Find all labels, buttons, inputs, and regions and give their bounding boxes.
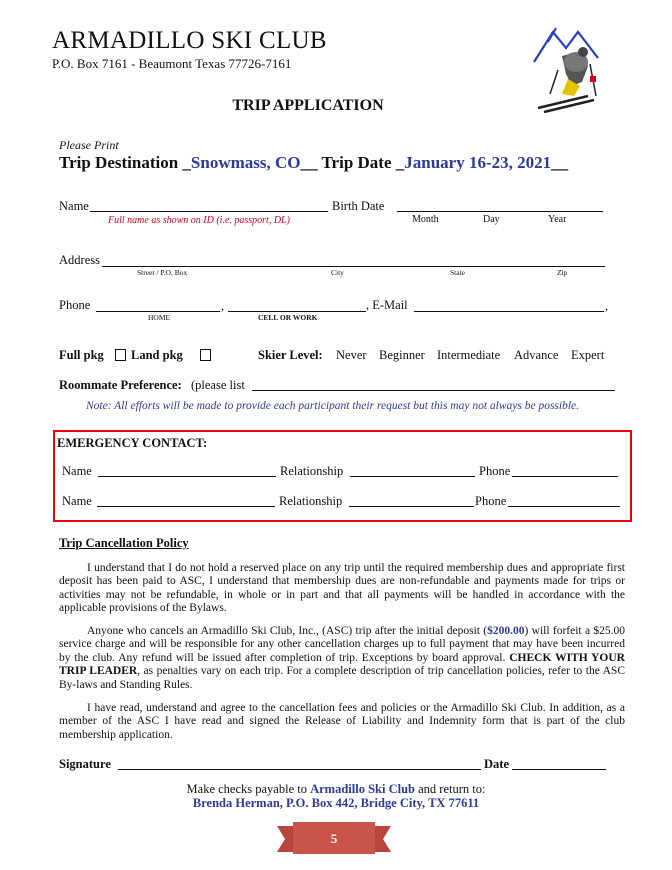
month-label: Month	[412, 214, 439, 225]
cancellation-policy-title: Trip Cancellation Policy	[59, 536, 189, 550]
emergency-name-field-2[interactable]	[97, 506, 275, 507]
birth-date-field[interactable]	[397, 211, 603, 212]
roommate-hint: (please list	[191, 378, 245, 392]
emergency-relationship-label-2: Relationship	[279, 494, 343, 508]
trip-date-value[interactable]: January 16-23, 2021	[404, 153, 552, 172]
emergency-name-label-2: Name	[62, 494, 92, 508]
address-label: Address	[59, 253, 100, 267]
signature-label: Signature	[59, 757, 111, 771]
level-advance[interactable]: Advance	[514, 348, 559, 362]
emergency-relationship-field-1[interactable]	[350, 476, 475, 477]
please-print-note: Please Print	[59, 138, 119, 152]
email-field[interactable]	[414, 311, 604, 312]
level-never[interactable]: Never	[336, 348, 367, 362]
policy-paragraph-2: Anyone who cancels an Armadillo Ski Club, Inc., (ASC) trip after the initial deposit ($200.00) will forfeit a $25.00 service charge and will be responsible for any other cancellation charges up to full payment that may have been incurred by the club. Any refund will be issued after completion of trip. Exceptions by board approval. CHECK WITH YOUR TRIP LEADER, as penalties vary on each trip. For a complete description of trip cancellation policies, refer to the ASC By-laws and Standing Rules.	[59, 625, 626, 691]
level-expert[interactable]: Expert	[571, 348, 605, 362]
emergency-name-label-1: Name	[62, 464, 92, 478]
policy-paragraph-1: I understand that I do not hold a reserved place on any trip until the required membership dues and appropriate first deposit has been paid to ASC, I understand that membership dues are non-refundable and payments made for trips or activities may not be refundable, in whole or in part and that all payments will be handled in accordance with the applicable provisions of the Bylaws.	[59, 562, 625, 615]
trip-destination-label: Trip Destination	[59, 153, 179, 172]
signature-date-field[interactable]	[512, 769, 606, 770]
roommate-note: Note: All efforts will be made to provide each participant their request but this may not always be possible.	[85, 400, 580, 412]
trip-date-label: Trip Date	[321, 153, 392, 172]
roommate-label: Roommate Preference:	[59, 378, 182, 392]
name-label: Name	[59, 199, 89, 213]
address-field[interactable]	[102, 266, 605, 267]
phone-comma: ,	[221, 299, 225, 313]
name-hint: Full name as shown on ID (i.e. passport, DL)	[108, 215, 290, 226]
emergency-title: EMERGENCY CONTACT:	[57, 436, 208, 450]
level-intermediate[interactable]: Intermediate	[437, 348, 501, 362]
club-address: P.O. Box 7161 - Beaumont Texas 77726-7161	[52, 56, 292, 71]
skier-level-label: Skier Level:	[258, 348, 323, 362]
cell-phone-field[interactable]	[228, 311, 366, 312]
phone-label: Phone	[59, 298, 91, 312]
footer-return-address: Brenda Herman, P.O. Box 442, Bridge City, TX 77611	[192, 796, 480, 810]
form-title: TRIP APPLICATION	[232, 97, 384, 114]
emergency-relationship-field-2[interactable]	[349, 506, 474, 507]
emergency-phone-field-1[interactable]	[512, 476, 618, 477]
email-label: , E-Mail	[366, 298, 408, 312]
city-label: City	[331, 268, 344, 277]
year-label: Year	[548, 214, 567, 225]
trip-row: Trip Destination _Snowmass, CO__ Trip Date _January 16-23, 2021__	[59, 153, 569, 172]
deposit-amount: $200.00	[487, 625, 525, 637]
emergency-phone-label-1: Phone	[479, 464, 511, 478]
birth-date-label: Birth Date	[332, 199, 385, 213]
trip-leader-warning: CHECK WITH YOUR TRIP LEADER	[59, 651, 625, 678]
land-pkg-label: Land pkg	[131, 348, 183, 362]
emergency-phone-field-2[interactable]	[508, 506, 620, 507]
signature-date-label: Date	[484, 757, 509, 771]
emergency-relationship-label-1: Relationship	[280, 464, 344, 478]
trip-destination-value[interactable]: Snowmass, CO	[190, 153, 301, 172]
signature-field[interactable]	[118, 769, 481, 770]
level-beginner[interactable]: Beginner	[379, 348, 425, 362]
full-pkg-label: Full pkg	[59, 348, 104, 362]
club-name: ARMADILLO SKI CLUB	[52, 27, 327, 54]
emergency-name-field-1[interactable]	[98, 476, 276, 477]
policy-paragraph-3: I have read, understand and agree to the cancellation fees and policies or the Armadillo Ski Club. In addition, as a member of the ASC I have read and signed the Release of Liability and Indemnity form that is part of the club membership application.	[59, 702, 625, 741]
home-phone-field[interactable]	[96, 311, 220, 312]
roommate-field[interactable]	[252, 390, 615, 391]
street-label: Street / P.O. Box	[137, 268, 188, 277]
footer-payable-line: Make checks payable to Armadillo Ski Club and return to:	[186, 782, 486, 796]
emergency-phone-label-2: Phone	[475, 494, 507, 508]
day-label: Day	[483, 214, 500, 225]
zip-label: Zip	[557, 268, 568, 277]
home-label: HOME	[148, 313, 171, 322]
state-label: State	[450, 268, 465, 277]
page-number: 5	[330, 831, 338, 846]
email-comma: ,	[605, 299, 609, 313]
name-field[interactable]	[90, 211, 328, 212]
payee-name: Armadillo Ski Club	[310, 782, 415, 796]
full-pkg-checkbox[interactable]	[115, 349, 126, 361]
cell-label: CELL OR WORK	[258, 313, 318, 322]
land-pkg-checkbox[interactable]	[200, 349, 211, 361]
